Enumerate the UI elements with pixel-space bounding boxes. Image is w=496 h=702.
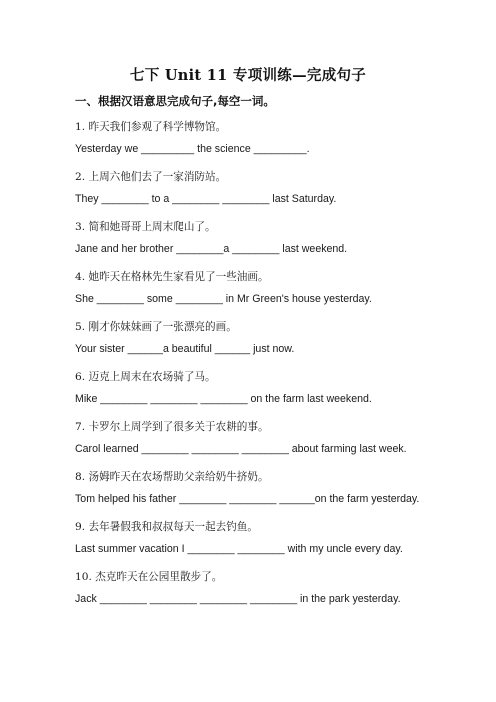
exercise-item-3 [75, 218, 435, 268]
english-sentence: She ________ some ________ in Mr Green's house yesterday. [75, 293, 372, 305]
english-sentence: They ________ to a ________ ________ last Saturday. [75, 193, 337, 205]
exercise-item-8 [75, 468, 435, 518]
english-sentence: Tom helped his father ________ ________ ______on the farm yesterday. [75, 493, 420, 505]
exercise-item-5 [75, 318, 435, 368]
exercise-item-1 [75, 118, 435, 168]
english-sentence: Jane and her brother ________a ________ last weekend. [75, 243, 348, 255]
document-title: 七下 Unit 11 专项训练—完成句子 [129, 67, 367, 84]
exercise-item-10 [75, 568, 435, 618]
chinese-prompt: 7. 卡罗尔上周学到了很多关于农耕的事。 [75, 421, 269, 433]
english-sentence: Your sister ______a beautiful ______ just now. [75, 343, 295, 355]
chinese-prompt: 1. 昨天我们参观了科学博物馆。 [75, 121, 227, 133]
section-heading: 一、根据汉语意思完成句子,每空一词。 [75, 94, 275, 108]
exercise-item-6 [75, 368, 435, 418]
english-sentence: Jack ________ ________ ________ ________ in the park yesterday. [75, 593, 401, 605]
english-sentence: Last summer vacation I ________ ________ with my uncle every day. [75, 543, 403, 555]
exercise-item-9 [75, 518, 435, 568]
chinese-prompt: 3. 简和她哥哥上周末爬山了。 [75, 221, 216, 233]
chinese-prompt: 6. 迈克上周末在农场骑了马。 [75, 371, 216, 383]
english-sentence: Carol learned ________ ________ ________ about farming last week. [75, 443, 407, 455]
exercise-item-7 [75, 418, 435, 468]
exercise-item-4 [75, 268, 435, 318]
chinese-prompt: 8. 汤姆昨天在农场帮助父亲给奶牛挤奶。 [75, 471, 269, 483]
english-sentence: Mike ________ ________ ________ on the farm last weekend. [75, 393, 372, 405]
exercise-list [75, 118, 435, 618]
english-sentence: Yesterday we _________ the science _________. [75, 143, 310, 155]
chinese-prompt: 5. 刚才你妹妹画了一张漂亮的画。 [75, 321, 237, 333]
chinese-prompt: 4. 她昨天在格林先生家看见了一些油画。 [75, 271, 269, 283]
chinese-prompt: 10. 杰克昨天在公园里散步了。 [75, 571, 223, 583]
exercise-item-2 [75, 168, 435, 218]
chinese-prompt: 9. 去年暑假我和叔叔每天一起去钓鱼。 [75, 521, 258, 533]
chinese-prompt: 2. 上周六他们去了一家消防站。 [75, 171, 227, 183]
